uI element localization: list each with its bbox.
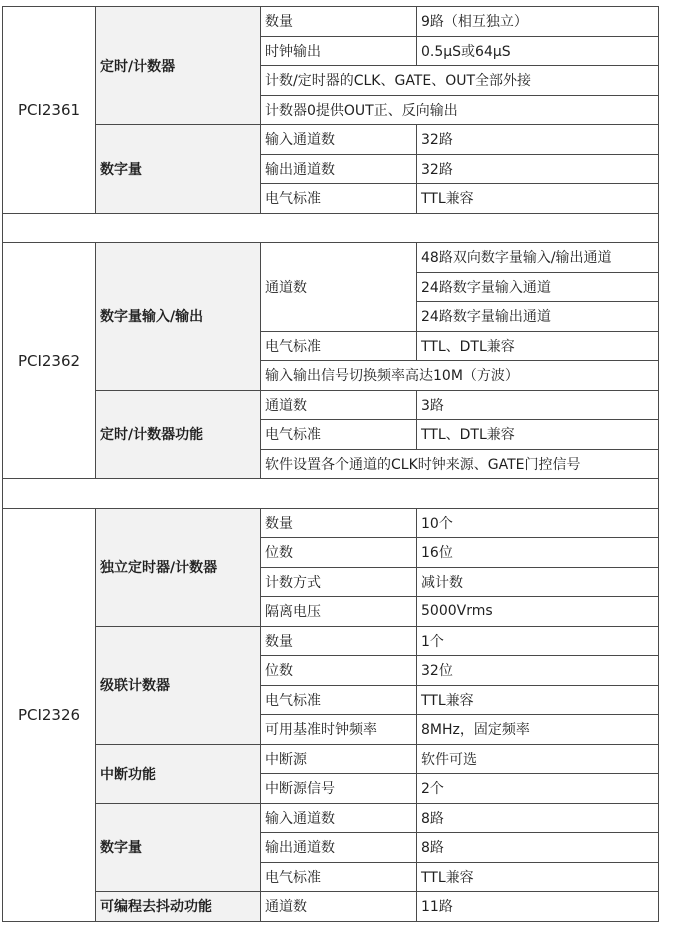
spec-value: 11路 xyxy=(417,892,659,922)
spec-label: 电气标准 xyxy=(261,420,417,450)
spec-label: 位数 xyxy=(261,538,417,568)
spec-label: 数量 xyxy=(261,508,417,538)
spec-label: 计数方式 xyxy=(261,567,417,597)
table-row xyxy=(3,390,659,420)
spec-label: 隔离电压 xyxy=(261,597,417,627)
spec-label: 中断源 xyxy=(261,744,417,774)
spec-label: 输出通道数 xyxy=(261,833,417,863)
spec-label: 位数 xyxy=(261,656,417,686)
spec-label: 电气标准 xyxy=(261,862,417,892)
spec-label: 数量 xyxy=(261,7,417,37)
spec-label: 输入通道数 xyxy=(261,803,417,833)
feature-group: 中断功能 xyxy=(96,744,261,803)
spec-value: 8路 xyxy=(417,803,659,833)
spec-label: 输出通道数 xyxy=(261,154,417,184)
feature-group: 定时/计数器 xyxy=(96,7,261,125)
spec-label: 电气标准 xyxy=(261,184,417,214)
spec-label: 中断源信号 xyxy=(261,774,417,804)
section-separator xyxy=(3,213,659,243)
spec-note: 输入输出信号切换频率高达10M（方波） xyxy=(261,361,659,391)
spec-label: 通道数 xyxy=(261,892,417,922)
spec-value: 32路 xyxy=(417,154,659,184)
table-row xyxy=(3,508,659,538)
feature-group: 定时/计数器功能 xyxy=(96,390,261,479)
spec-value: 0.5μS或64μS xyxy=(417,36,659,66)
model-name: PCI2362 xyxy=(3,243,96,479)
spec-value: 9路（相互独立） xyxy=(417,7,659,37)
spec-label: 输入通道数 xyxy=(261,125,417,155)
separator-cell xyxy=(3,479,659,509)
spec-value: TTL兼容 xyxy=(417,862,659,892)
feature-group: 数字量 xyxy=(96,803,261,892)
spec-note: 软件设置各个通道的CLK时钟来源、GATE门控信号 xyxy=(261,449,659,479)
spec-value: 32路 xyxy=(417,125,659,155)
spec-value: 32位 xyxy=(417,656,659,686)
spec-table-body xyxy=(3,7,659,922)
model-name: PCI2361 xyxy=(3,7,96,214)
table-row xyxy=(3,803,659,833)
feature-group: 可编程去抖动功能 xyxy=(96,892,261,922)
feature-group: 数字量输入/输出 xyxy=(96,243,261,391)
model-name: PCI2326 xyxy=(3,508,96,921)
spec-value: 8MHz，固定频率 xyxy=(417,715,659,745)
spec-value: 5000Vrms xyxy=(417,597,659,627)
table-row xyxy=(3,7,659,37)
spec-value: TTL、DTL兼容 xyxy=(417,331,659,361)
spec-note: 计数/定时器的CLK、GATE、OUT全部外接 xyxy=(261,66,659,96)
spec-label: 通道数 xyxy=(261,390,417,420)
spec-label: 可用基准时钟频率 xyxy=(261,715,417,745)
spec-note: 计数器0提供OUT正、反向输出 xyxy=(261,95,659,125)
spec-value: 10个 xyxy=(417,508,659,538)
table-row xyxy=(3,892,659,922)
spec-value: 减计数 xyxy=(417,567,659,597)
spec-label: 通道数 xyxy=(261,243,417,332)
spec-value: 16位 xyxy=(417,538,659,568)
spec-label: 数量 xyxy=(261,626,417,656)
spec-label: 时钟输出 xyxy=(261,36,417,66)
spec-value: 48路双向数字量输入/输出通道 xyxy=(417,243,659,273)
spec-value: 24路数字量输入通道 xyxy=(417,272,659,302)
spec-value: 24路数字量输出通道 xyxy=(417,302,659,332)
spec-value: 8路 xyxy=(417,833,659,863)
spec-value: 1个 xyxy=(417,626,659,656)
table-row xyxy=(3,125,659,155)
spec-value: TTL兼容 xyxy=(417,685,659,715)
feature-group: 数字量 xyxy=(96,125,261,214)
section-separator xyxy=(3,479,659,509)
spec-label: 电气标准 xyxy=(261,685,417,715)
spec-value: 3路 xyxy=(417,390,659,420)
spec-value: TTL兼容 xyxy=(417,184,659,214)
separator-cell xyxy=(3,213,659,243)
spec-value: 2个 xyxy=(417,774,659,804)
feature-group: 级联计数器 xyxy=(96,626,261,744)
spec-table xyxy=(2,6,659,922)
table-row xyxy=(3,243,659,273)
spec-label: 电气标准 xyxy=(261,331,417,361)
table-row xyxy=(3,744,659,774)
table-row xyxy=(3,626,659,656)
spec-value: 软件可选 xyxy=(417,744,659,774)
feature-group: 独立定时器/计数器 xyxy=(96,508,261,626)
spec-value: TTL、DTL兼容 xyxy=(417,420,659,450)
